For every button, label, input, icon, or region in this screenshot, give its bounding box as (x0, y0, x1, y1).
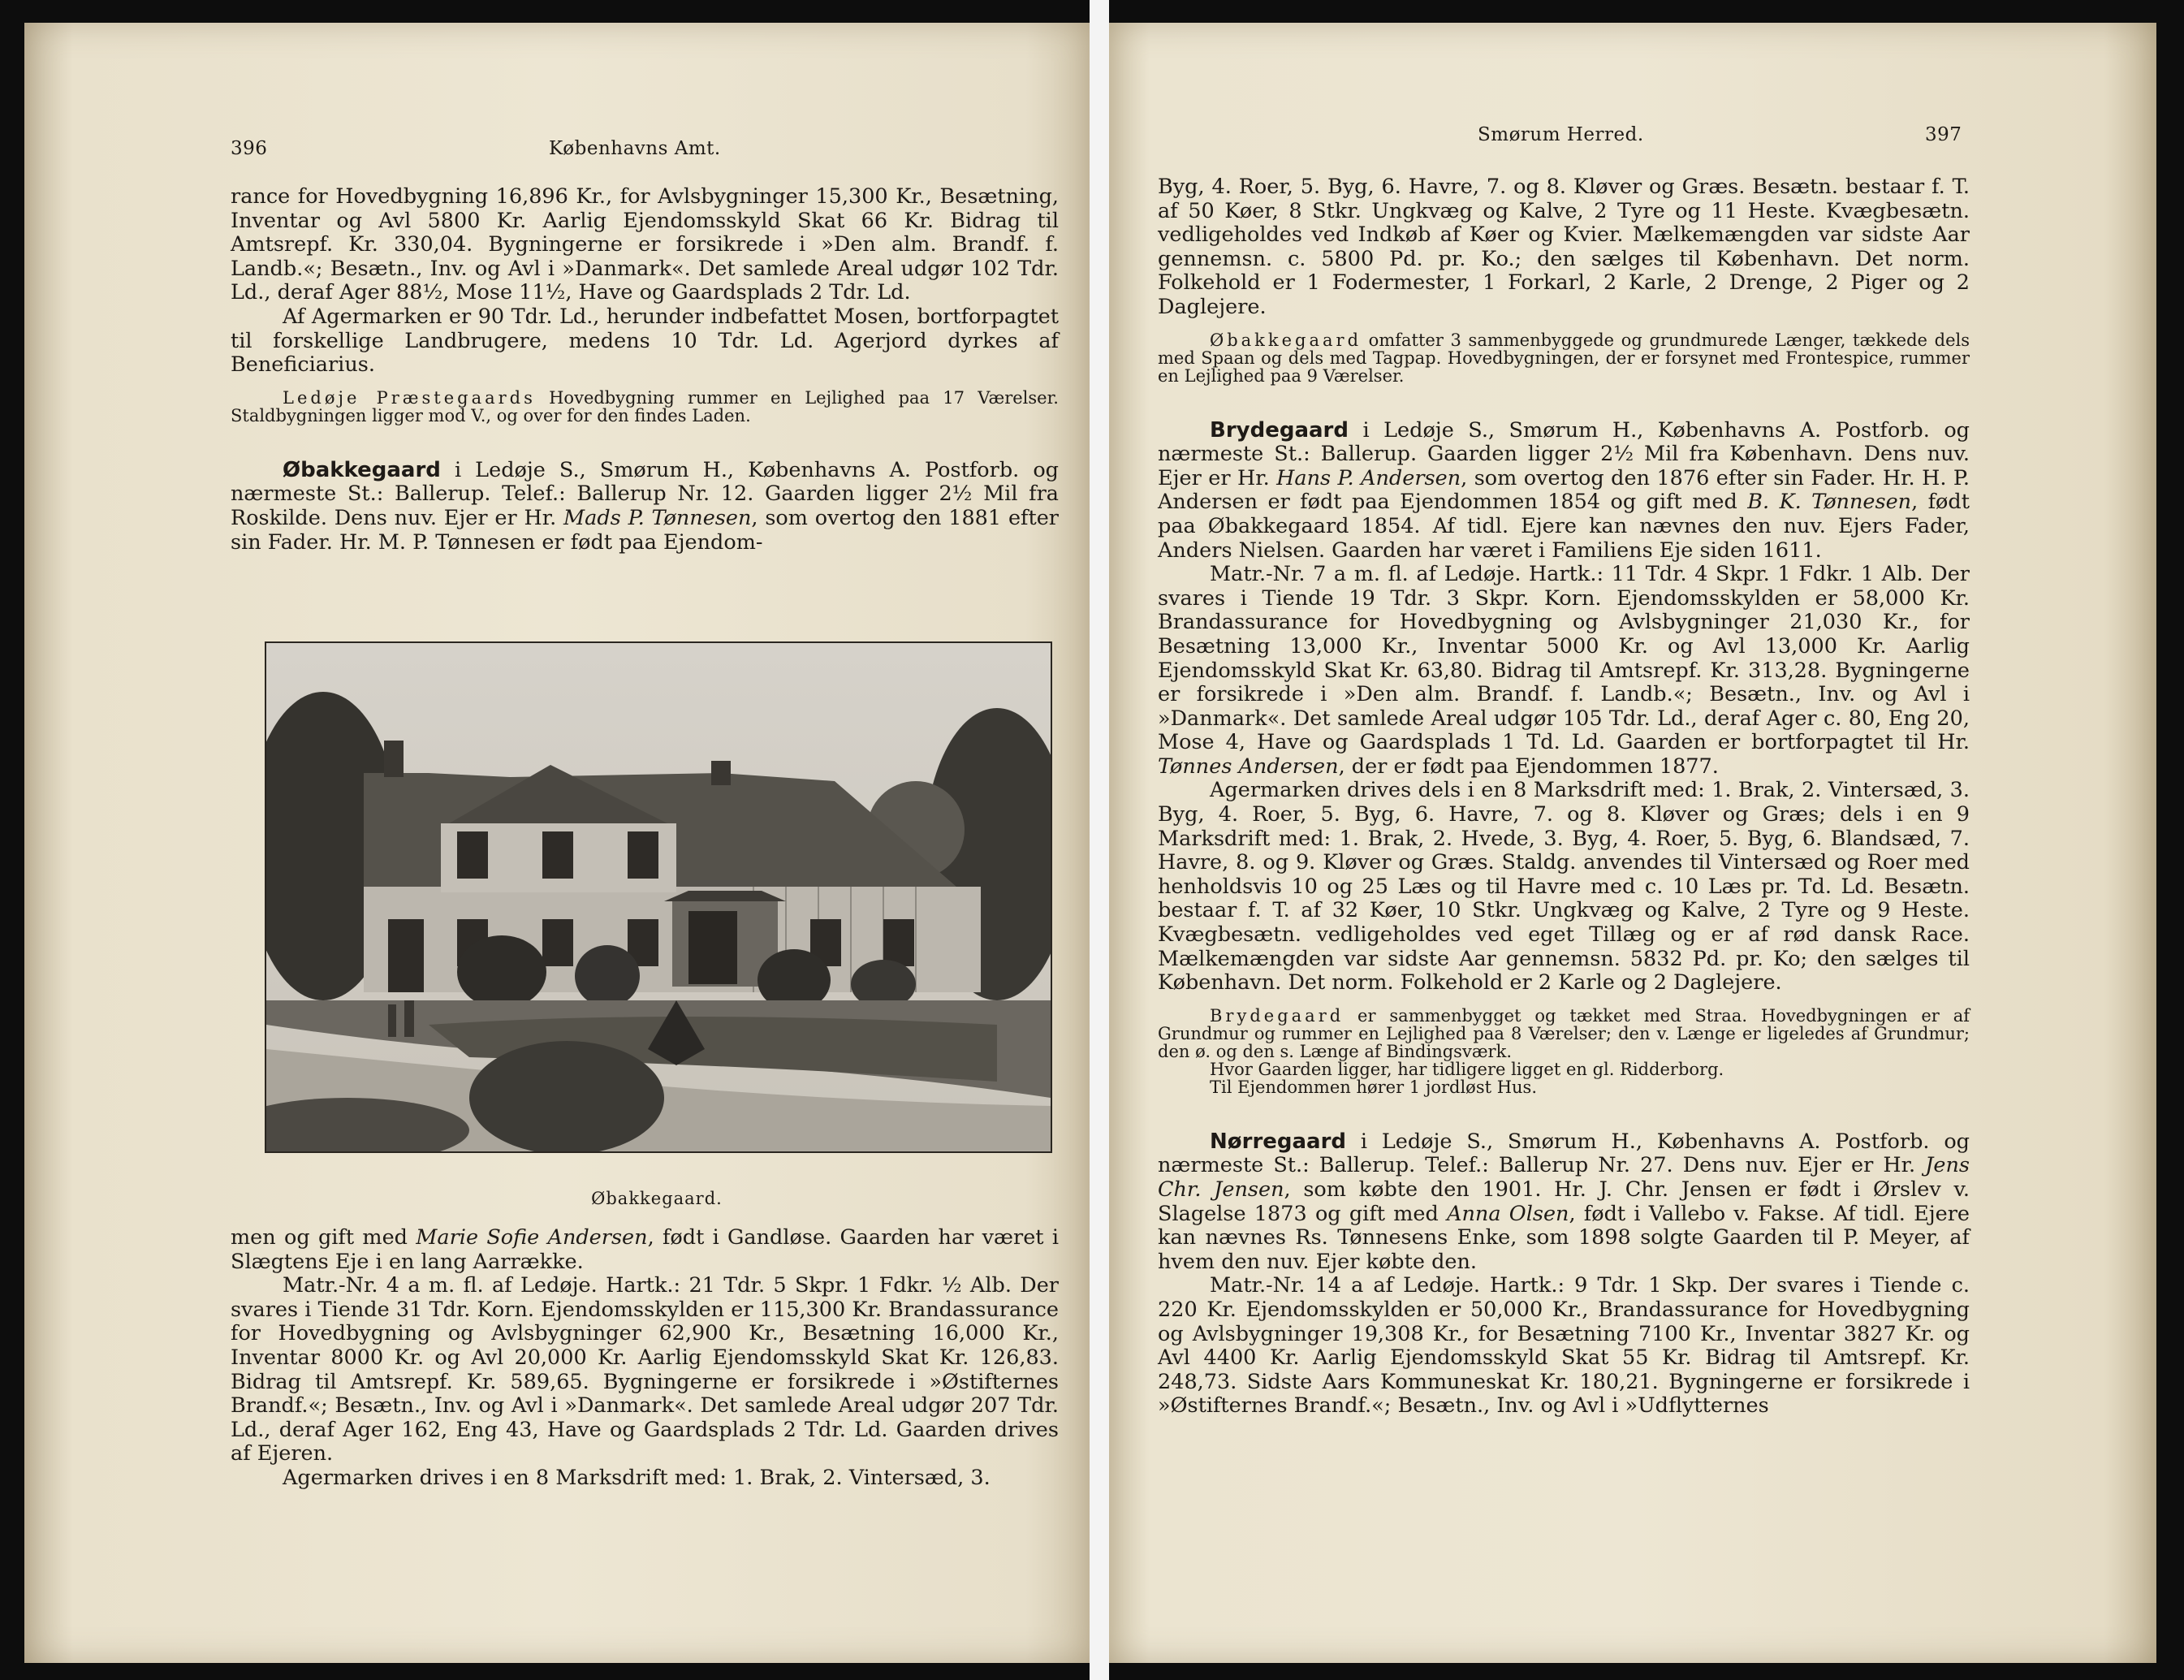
footnote: Brydegaard er sammenbygget og tækket med Straa. Hovedbygningen er af Grundmur og rummer en Lejlighed paa 8 Værelser; den v. Længe er ligeledes af Grundmur; den ø. og den s. Længe af Bindingsværk. (1158, 1005, 1970, 1061)
entry-heading: Øbakkegaard (283, 457, 441, 482)
left-page-number: 396 (231, 138, 268, 159)
right-running-head: Smørum Herred. (1478, 124, 1644, 145)
paragraph: Af Agermarken er 90 Tdr. Ld., herunder indbefattet Mosen, bortforpagtet til forskellige Landbrugere, medens 10 Tdr. Ld. Agerjord dyrkes af Beneficiarius. (231, 304, 1059, 378)
right-page-number: 397 (1925, 124, 1962, 145)
footnote: Ledøje Præstegaards Hovedbygning rummer en Lejlighed paa 17 Værelser. Staldbygningen ligger mod V., og over for den findes Laden. (231, 387, 1059, 425)
paragraph: Agermarken drives dels i en 8 Marksdrift med: 1. Brak, 2. Vintersæd, 3. Byg, 4. Roer, 5. Byg, 6. Havre, 7. og 8. Kløver og Græs; dels i en 9 Marksdrift med: 1. Brak, 2. Hvede, 3. Byg, 4. Roer, 5. Byg, 6. Blandsæd, 7. Havre, 8. og 9. Kløver og Græs. Staldg. anvendes til Vintersæd og Roer med henholdsvis 10 og 25 Læs og til Havre med c. 10 Læs pr. Td. Ld. Besætn. bestaar f. T. af 32 Køer, 10 Stkr. Ungkvæg og Kalve, 2 Tyre og 9 Heste. Kvægbesætn. vedligeholdes ved eget Tillæg og er af rød dansk Race. Mælkemængden var sidste Aar gennemsn. 5832 Pd. pr. Ko; den sælges til København. Det norm. Folkehold er 2 Karle og 2 Daglejere. (1158, 778, 1970, 995)
photo-caption: Øbakkegaard. (591, 1189, 723, 1208)
left-column-bottom (231, 1226, 1059, 1491)
farmhouse-photo (265, 641, 1052, 1153)
entry-heading: Nørregaard (1210, 1129, 1347, 1154)
paragraph: Matr.-Nr. 7 a m. fl. af Ledøje. Hartk.: 11 Tdr. 4 Skpr. 1 Fdkr. 1 Alb. Der svares i Tiende 19 Tdr. 3 Skpr. Korn. Ejendomsskylden er 58,000 Kr. Brandassurance for Hovedbygning og Avlsbygninger 21,030 Kr., for Besætning 13,000 Kr., Inventar 5000 Kr. og Avl 13,000 Kr. Aarlig Ejendomsskyld Skat Kr. 63,80. Bidrag til Amtsrepf. Kr. 313,28. Bygningerne er forsikrede i »Den alm. Brandf. f. Landb.«; Besætn., Inv. og Avl i »Danmark«. Det samlede Areal udgør 105 Tdr. Ld., deraf Ager c. 80, Eng 20, Mose 4, Have og Gaardsplads 1 Td. Ld. Gaarden er bortforpagtet til Hr. Tønnes Andersen, der er født paa Ejendommen 1877. (1158, 562, 1970, 779)
paragraph: Byg, 4. Roer, 5. Byg, 6. Havre, 7. og 8. Kløver og Græs. Besætn. bestaar f. T. af 50 Køer, 8 Stkr. Ungkvæg og Kalve, 2 Tyre og 11 Heste. Kvægbesætn. vedligeholdes ved Indkøb af Køer og Kvier. Mælkemængden var sidste Aar gennemsn. c. 5800 Pd. pr. Ko.; den sælges til København. Det norm. Folkehold er 1 Fodermester, 1 Forkarl, 2 Karle, 2 Drenge, 2 Piger og 2 Daglejere. (1158, 175, 1970, 319)
paragraph: Agermarken drives i en 8 Marksdrift med: 1. Brak, 2. Vintersæd, 3. (283, 1465, 991, 1490)
paragraph: Matr.-Nr. 4 a m. fl. af Ledøje. Hartk.: 21 Tdr. 5 Skpr. 1 Fdkr. ½ Alb. Der svares i Tiende 31 Tdr. Korn. Ejendomsskylden er 115,300 Kr. Brandassurance for Hovedbygning og Avlsbygninger 62,900 Kr., Besætning 16,000 Kr., Inventar 8000 Kr. og Avl 20,000 Kr. Aarlig Ejendomsskyld Skat Kr. 126,83. Bidrag til Amtsrepf. Kr. 589,65. Bygningerne er forsikrede i »Østifternes Brandf.«; Besætn., Inv. og Avl i »Danmark«. Det samlede Areal udgør 207 Tdr. Ld., deraf Ager 162, Eng 43, Have og Gaardsplads 2 Tdr. Ld. Gaarden drives af Ejeren. (231, 1273, 1059, 1466)
entry-norregaard: Nørregaard i Ledøje S., Smørum H., Københavns A. Postforb. og nærmeste St.: Ballerup. Telef.: Ballerup Nr. 27. Dens nuv. Ejer er Hr. Jens Chr. Jensen, som købte den 1901. Hr. J. Chr. Jensen er født i Ørslev v. Slagelse 1873 og gift med Anna Olsen, født i Vallebo v. Fakse. Af tidl. Ejere kan nævnes Rs. Tønnesens Enke, som 1898 solgte Gaarden til P. Meyer, af hvem den nuv. Ejer købte den. (1158, 1129, 1970, 1274)
right-page (1109, 23, 2156, 1663)
paragraph: rance for Hovedbygning 16,896 Kr., for Avlsbygninger 15,300 Kr., Besætning, Inventar og Avl 5800 Kr. Aarlig Ejendomsskyld Skat 66 Kr. Bidrag til Amtsrepf. Kr. 330,04. Bygningerne er forsikrede i »Den alm. Brandf. f. Landb.«; Besætn., Inv. og Avl i »Danmark«. Det samlede Areal udgør 102 Tdr. Ld., deraf Ager 88½, Mose 11½, Have og Gaardsplads 2 Tdr. Ld. (231, 184, 1059, 305)
footnote: Øbakkegaard omfatter 3 sammenbyggede og grundmurede Længer, tækkede dels med Spaan og dels med Tagpap. Hovedbygningen, der er forsynet med Frontespice, rummer en Lejlighed paa 9 Værelser. (1158, 330, 1970, 386)
paragraph: men og gift med Marie Sofie Andersen, født i Gandløse. Gaarden har været i Slægtens Eje i en lang Aarrække. (231, 1225, 1059, 1274)
left-running-head: Københavns Amt. (549, 138, 721, 159)
left-page (24, 23, 1090, 1663)
entry-heading: Brydegaard (1210, 417, 1349, 443)
left-column-top (231, 185, 1059, 555)
right-column (1158, 175, 1970, 1419)
entry-obakkegaard: Øbakkegaard i Ledøje S., Smørum H., Københavns A. Postforb. og nærmeste St.: Ballerup. Telef.: Ballerup Nr. 12. Gaarden ligger 2½ Mil fra Roskilde. Dens nuv. Ejer er Hr. Mads P. Tønnesen, som overtog den 1881 efter sin Fader. Hr. M. P. Tønnesen er født paa Ejendom- (231, 457, 1059, 555)
footnote: Hvor Gaarden ligger, har tidligere ligget en gl. Ridderborg. (1210, 1059, 1724, 1079)
paragraph: Matr.-Nr. 14 a af Ledøje. Hartk.: 9 Tdr. 1 Skp. Der svares i Tiende c. 220 Kr. Ejendomsskylden er 50,000 Kr., Brandassurance for Hovedbygning og Avlsbygninger 19,308 Kr., for Besætning 7100 Kr., Inventar 3827 Kr. og Avl 4400 Kr. Aarlig Ejendomsskyld Skat 55 Kr. Bidrag til Amtsrepf. Kr. 248,73. Sidste Aars Kommuneskat Kr. 180,21. Bygningerne er forsikrede i »Østifternes Brandf.«; Besætn., Inv. og Avl i »Udflytternes (1158, 1273, 1970, 1419)
entry-brydegaard: Brydegaard i Ledøje S., Smørum H., Københavns A. Postforb. og nærmeste St.: Ballerup. Gaarden ligger 2½ Mil fra København. Dens nuv. Ejer er Hr. Hans P. Andersen, som overtog den 1876 efter sin Fader. Hr. H. P. Andersen er født paa Ejendommen 1854 og gift med B. K. Tønnesen, født paa Øbakkegaard 1854. Af tidl. Ejere kan nævnes den nuv. Ejers Fader, Anders Nielsen. Gaarden har været i Familiens Eje siden 1611. (1158, 417, 1970, 563)
book-gutter (1090, 0, 1109, 1680)
footnote: Til Ejendommen hører 1 jordløst Hus. (1210, 1077, 1538, 1097)
